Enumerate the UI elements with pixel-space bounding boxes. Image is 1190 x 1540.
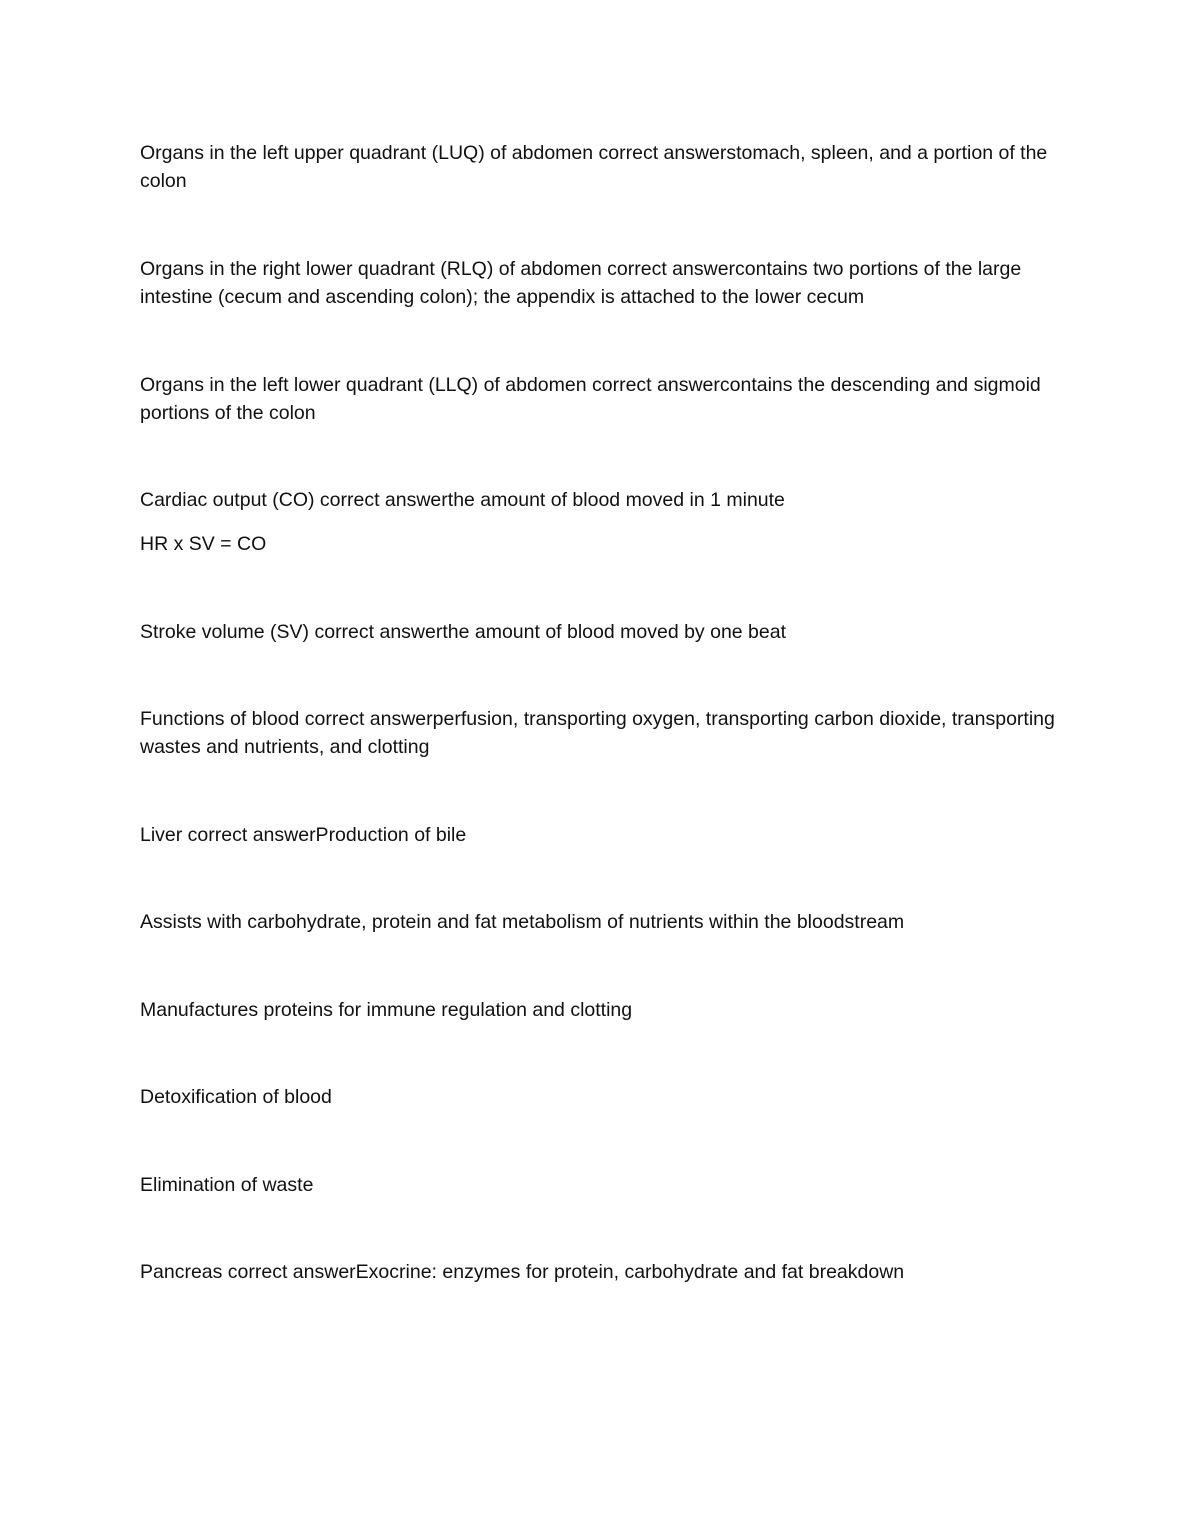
paragraph-functions-of-blood: Functions of blood correct answerperfusion, transporting oxygen, transporting carbon dioxide, transporting wastes and nutrients, and clotting	[140, 708, 1055, 758]
paragraph-elimination: Elimination of waste	[140, 1174, 314, 1196]
paragraph-detoxification: Detoxification of blood	[140, 1086, 332, 1108]
paragraph-stroke-volume: Stroke volume (SV) correct answerthe amount of blood moved by one beat	[140, 621, 787, 643]
paragraph-proteins: Manufactures proteins for immune regulation and clotting	[140, 999, 633, 1021]
paragraph-pancreas: Pancreas correct answerExocrine: enzymes for protein, carbohydrate and fat breakdown	[140, 1261, 905, 1283]
paragraph-rlq: Organs in the right lower quadrant (RLQ) of abdomen correct answercontains two portions of the large intestine (cecum and ascending colon); the appendix is attached to the lower cecum	[140, 258, 1022, 308]
paragraph-liver: Liver correct answerProduction of bile	[140, 824, 467, 846]
paragraph-llq: Organs in the left lower quadrant (LLQ) of abdomen correct answercontains the descending and sigmoid portions of the colon	[140, 374, 1041, 424]
paragraph-metabolism: Assists with carbohydrate, protein and fat metabolism of nutrients within the bloodstream	[140, 911, 905, 933]
paragraph-luq: Organs in the left upper quadrant (LUQ) of abdomen correct answerstomach, spleen, and a portion of the colon	[140, 142, 1048, 192]
paragraph-cardiac-output: Cardiac output (CO) correct answerthe amount of blood moved in 1 minute	[140, 489, 785, 511]
paragraph-co-formula: HR x SV = CO	[140, 533, 267, 555]
